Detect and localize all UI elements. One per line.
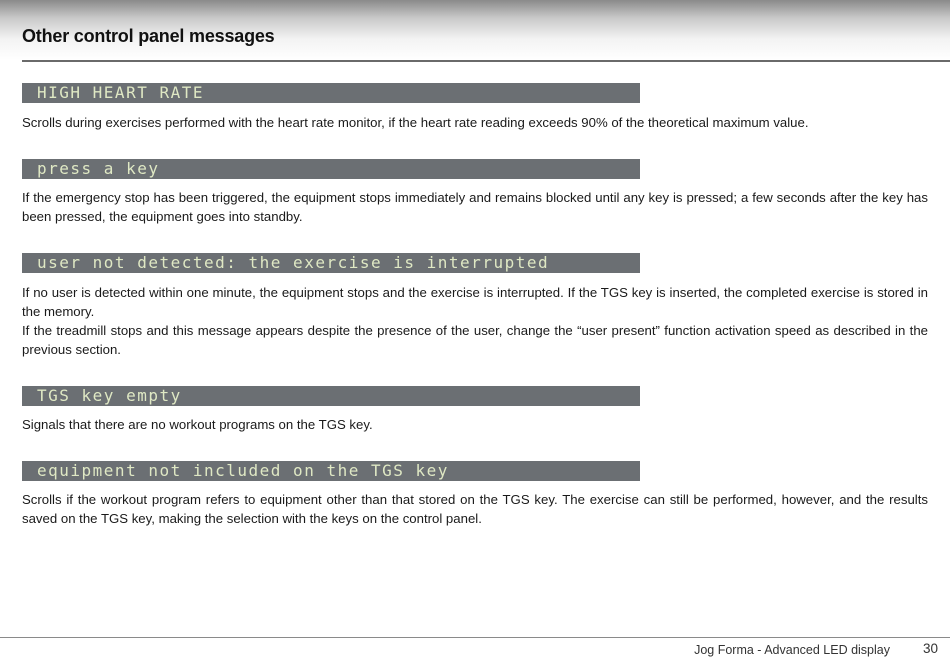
description-user-not-detected-2: If the treadmill stops and this message appears despite the presence of the user, change the “user present” function activation speed as described in the previous section. bbox=[22, 323, 928, 357]
page-number: 30 bbox=[922, 641, 938, 656]
page-title: Other control panel messages bbox=[22, 26, 275, 46]
header-divider bbox=[22, 60, 950, 62]
lcd-message-tgs-key-empty: TGS key empty bbox=[22, 386, 640, 406]
description-press-a-key: If the emergency stop has been triggered, the equipment stops immediately and remains blocked until any key is pressed; a few seconds after the key has been pressed, the equipment goes into standby. bbox=[22, 190, 928, 224]
lcd-message-high-heart-rate: HIGH HEART RATE bbox=[22, 83, 640, 103]
lcd-message-equipment-not-included: equipment not included on the TGS key bbox=[22, 461, 640, 481]
lcd-message-user-not-detected: user not detected: the exercise is interrupted bbox=[22, 253, 640, 273]
description-tgs-key-empty: Signals that there are no workout programs on the TGS key. bbox=[22, 417, 373, 432]
description-equipment-not-included: Scrolls if the workout program refers to equipment other than that stored on the TGS key. The exercise can still be performed, however, and the results saved on the TGS key, making the selection with the keys on the control panel. bbox=[22, 492, 928, 526]
lcd-message-press-a-key: press a key bbox=[22, 159, 640, 179]
footer-divider bbox=[0, 637, 950, 638]
description-high-heart-rate: Scrolls during exercises performed with the heart rate monitor, if the heart rate reading exceeds 90% of the theoretical maximum value. bbox=[22, 115, 809, 130]
footer-document-title: Jog Forma - Advanced LED display bbox=[694, 643, 890, 657]
description-user-not-detected-1: If no user is detected within one minute, the equipment stops and the exercise is interrupted. If the TGS key is inserted, the completed exercise is stored in the memory. bbox=[22, 285, 928, 319]
